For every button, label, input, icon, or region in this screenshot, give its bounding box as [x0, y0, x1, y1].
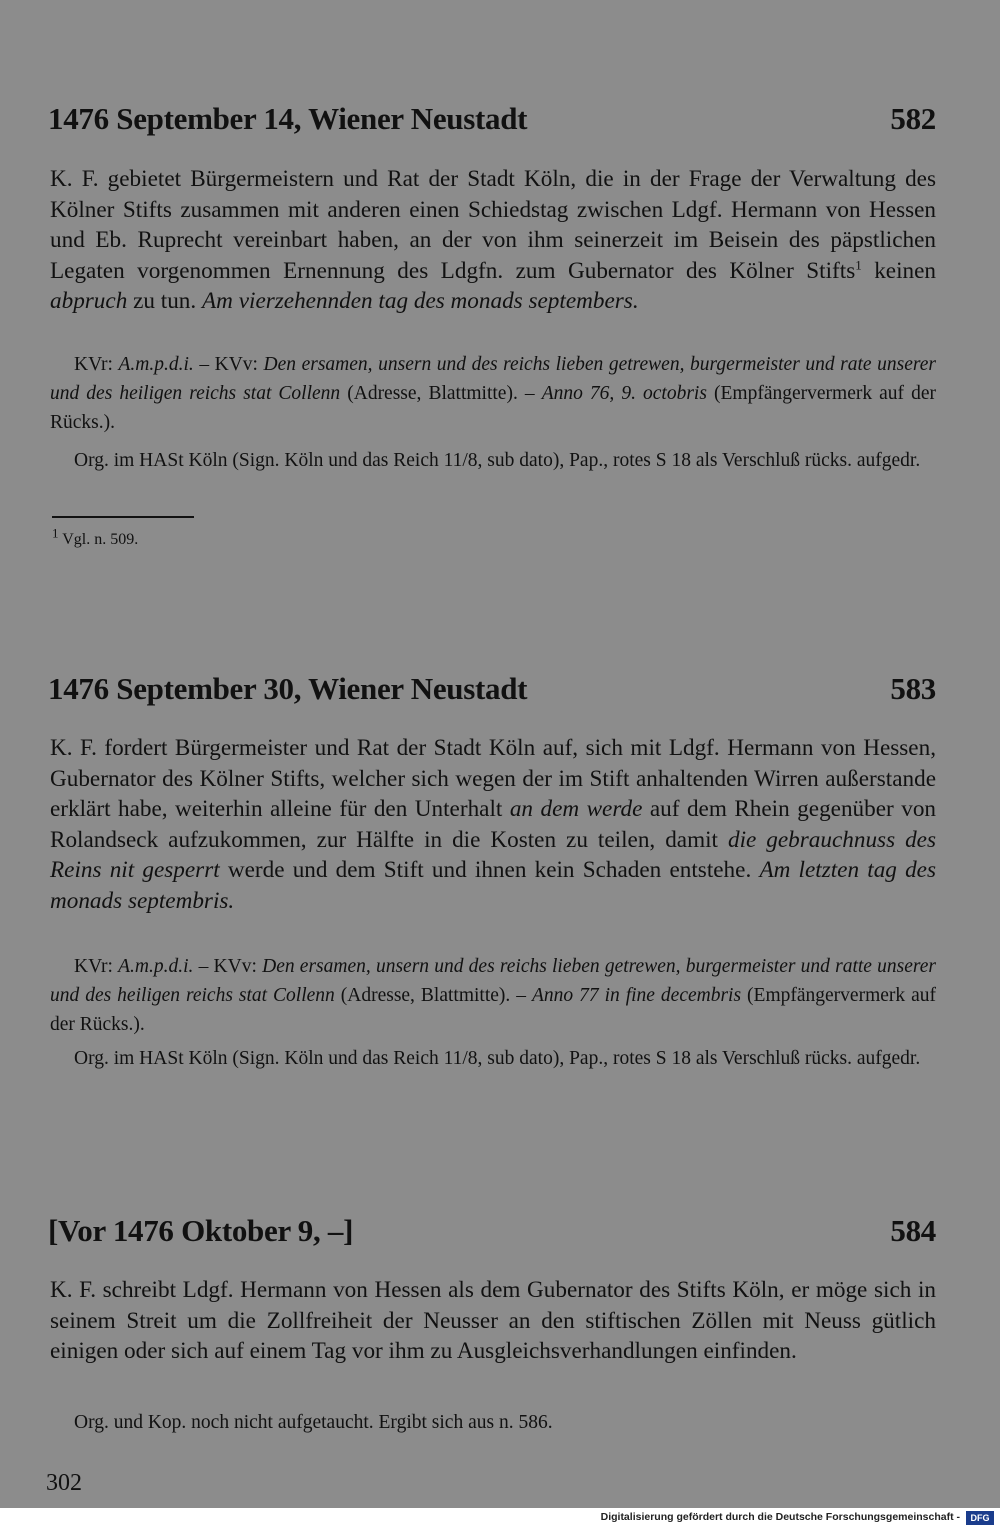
original-note: Org. im HASt Köln (Sign. Köln und das Reich 11/8, sub dato), Pap., rotes S 18 als Verschluß rücks. aufgedr. — [74, 1048, 921, 1069]
footnote — [52, 525, 139, 550]
footnote-reference: 1 — [855, 256, 862, 272]
entry-date: 1476 September 30, Wiener Neustadt — [48, 671, 528, 706]
footnote-mark: 1 — [52, 525, 59, 541]
regest-text — [50, 733, 936, 916]
regest-quote: die gebrauchnuss des Reins nit gesperrt — [50, 826, 936, 883]
funding-credit: Digitalisierung gefördert durch die Deutsche Forschungsgemeinschaft - — [600, 1511, 960, 1523]
note-segment: KVr: — [74, 956, 119, 977]
regest-segment: werde und dem Stift und ihnen kein Schaden entstehe. — [219, 857, 760, 883]
footnote-text: Vgl. n. 509. — [58, 531, 139, 548]
entry-number: 582 — [890, 101, 936, 136]
note-quote: A.m.p.d.i. — [118, 354, 194, 375]
regest-quote: abpruch — [50, 288, 128, 314]
regest-text — [50, 164, 936, 317]
endorsement-note — [50, 350, 936, 437]
note-segment: (Empfängervermerk auf der Rücks.). — [50, 383, 936, 433]
original-note: Org. und Kop. noch nicht aufgetaucht. Ergibt sich aus n. 586. — [74, 1412, 553, 1433]
note-segment: (Adresse, Blattmitte). – — [334, 985, 532, 1006]
note-segment: – KVv: — [193, 354, 264, 375]
footnote-divider — [52, 516, 194, 518]
regest-text: K. F. schreibt Ldgf. Hermann von Hessen als dem Gubernator des Stifts Köln, er möge sich in seinem Streit um die Zollfreiheit der Neusser an den stiftischen Zöllen mit Neuss gütlich einigen oder sich auf einem Tag vor ihm zu Ausgleichsverhandlungen einfinden. — [50, 1277, 936, 1364]
note-segment: (Empfängervermerk auf der Rücks.). — [50, 985, 937, 1035]
page-number: 302 — [46, 1470, 82, 1496]
regest-segment: K. F. gebietet Bürgermeistern und Rat der Stadt Köln, die in der Frage der Verwaltung des Kölner Stifts zusammen mit anderen einen Schiedstag zwischen Ldgf. Hermann von Hessen und Eb. Ruprecht vereinbart haben, an der von ihm seinerzeit im Beisein des päpstlichen Legaten vorgenommen Ernennung des Ldgfn. zum Gubernator des Kölner Stifts — [50, 166, 936, 284]
regest-quote: an dem werde — [509, 796, 643, 822]
regest-segment: keinen — [861, 257, 937, 284]
note-quote: Anno 77 in fine decembris — [531, 985, 742, 1006]
note-segment: KVr: — [74, 354, 119, 375]
regest-segment: K. F. fordert Bürgermeister und Rat der Stadt Köln auf, sich mit Ldgf. Hermann von Hessen, Gubernator des Kölner Stifts, welcher sich wegen der im Stift anhaltenden Wirren außerstande erklärt habe, weiterhin alleine für den Unterhalt — [50, 735, 936, 822]
entry-number: 583 — [890, 671, 936, 706]
note-quote: Den ersamen, unsern und des reichs lieben getrewen, burgermeister und rate unserer und des heiligen reichs stat Collenn — [50, 354, 936, 404]
regest-segment: auf dem Rhein gegenüber von Rolandseck aufzukommen, zur Hälfte in die Kosten zu teilen, damit — [50, 796, 937, 853]
entry-number: 584 — [890, 1213, 936, 1248]
regest-quote: Am vierzehennden tag des monads septembers. — [202, 288, 639, 314]
note-segment: – KVv: — [193, 956, 263, 977]
digitization-footer — [0, 1508, 1000, 1528]
original-note: Org. im HASt Köln (Sign. Köln und das Reich 11/8, sub dato), Pap., rotes S 18 als Verschluß rücks. aufgedr. — [74, 450, 921, 471]
entry-date: [Vor 1476 Oktober 9, –] — [48, 1213, 354, 1248]
regest-segment: zu tun. — [127, 288, 202, 314]
regest-quote: Am letzten tag des monads septembris. — [50, 857, 936, 914]
entry-date: 1476 September 14, Wiener Neustadt — [48, 101, 528, 136]
note-quote: Den ersamen, unsern und des reichs lieben getrewen, burgermeister und ratte unserer und des heiligen reichs stat Collenn — [50, 956, 936, 1006]
endorsement-note — [50, 952, 936, 1039]
note-quote: A.m.p.d.i. — [118, 956, 194, 977]
note-segment: (Adresse, Blattmitte). – — [340, 383, 542, 404]
note-quote: Anno 76, 9. octobris — [541, 383, 707, 404]
dfg-logo: DFG — [966, 1511, 994, 1525]
